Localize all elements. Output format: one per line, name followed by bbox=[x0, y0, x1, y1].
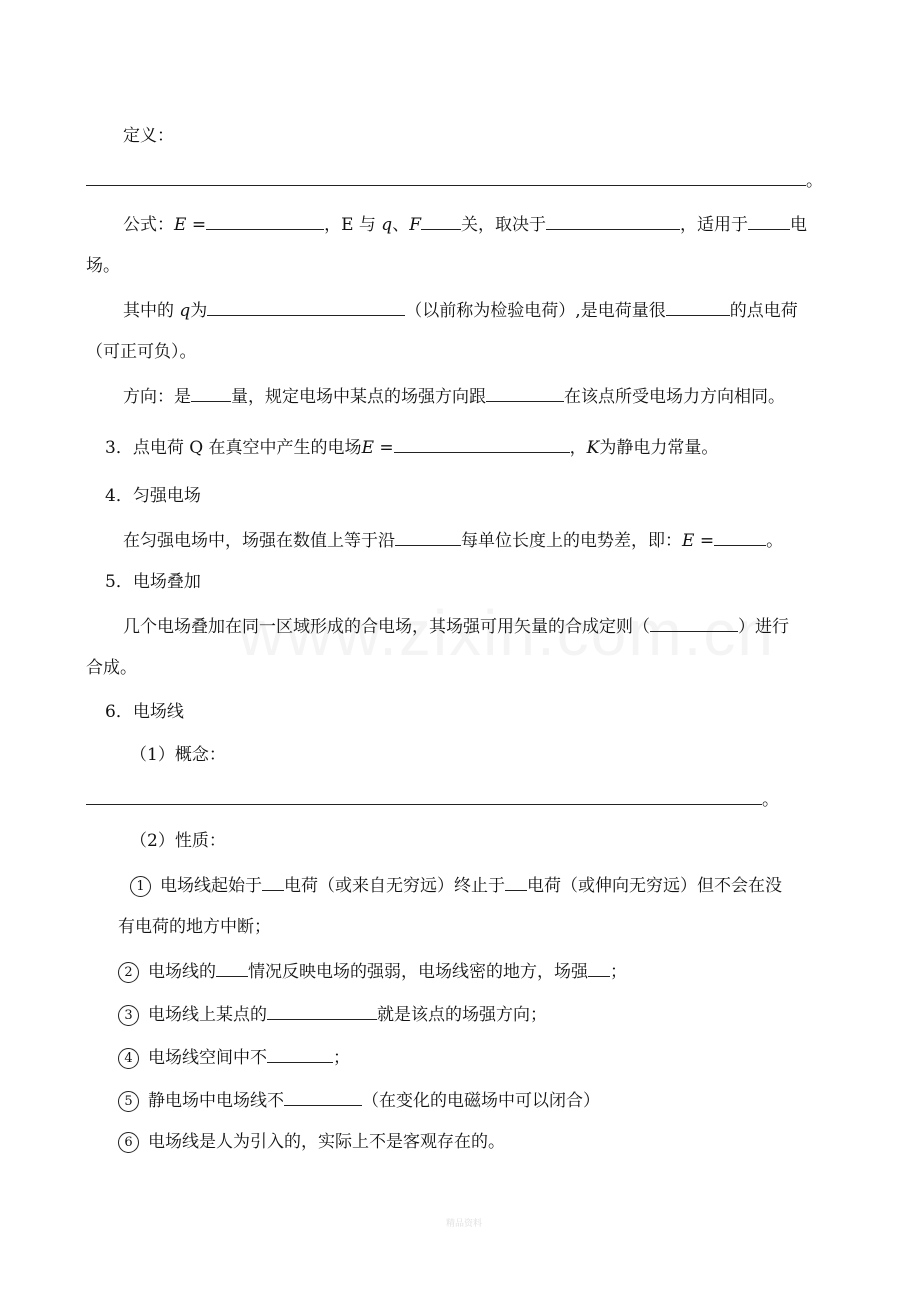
answer-blank[interactable] bbox=[191, 384, 231, 402]
formula-continuation: 场。 bbox=[86, 256, 120, 276]
test-charge-continuation: （可正可负）。 bbox=[86, 342, 197, 362]
answer-blank[interactable] bbox=[546, 212, 680, 230]
property-item-1-continuation: 有电荷的地方中断； bbox=[118, 917, 271, 937]
answer-blank[interactable] bbox=[216, 959, 248, 977]
footer-text: 精品资料 bbox=[446, 1218, 483, 1228]
circled-number: 1 bbox=[130, 876, 151, 897]
item-5-continuation: 合成。 bbox=[86, 658, 137, 678]
circled-number: 5 bbox=[118, 1091, 139, 1112]
answer-blank[interactable] bbox=[86, 168, 806, 186]
item-4-title: 4．匀强电场 bbox=[105, 486, 201, 506]
item-5-title: 5．电场叠加 bbox=[105, 572, 201, 592]
property-item-3: 3 电场线上某点的 就是该点的场强方向； bbox=[118, 1002, 547, 1026]
formula-line: 公式：E = ，E 与 q、F 关，取决于 ，适用于 电 bbox=[123, 212, 807, 236]
answer-blank[interactable] bbox=[262, 873, 284, 891]
item-3-line: 3．点电荷 Q 在真空中产生的电场E = ，K为静电力常量。 bbox=[105, 435, 718, 459]
concept-label: （1）概念： bbox=[130, 745, 226, 765]
answer-blank[interactable] bbox=[486, 384, 564, 402]
answer-blank[interactable] bbox=[395, 528, 461, 546]
answer-blank[interactable] bbox=[207, 298, 405, 316]
answer-blank[interactable] bbox=[505, 873, 527, 891]
answer-blank[interactable] bbox=[267, 1002, 377, 1020]
circled-number: 3 bbox=[118, 1005, 139, 1026]
circled-number: 6 bbox=[118, 1132, 139, 1153]
property-item-6: 6 电场线是人为引入的，实际上不是客观存在的。 bbox=[118, 1131, 505, 1153]
property-item-4: 4 电场线空间中不 ； bbox=[118, 1045, 350, 1069]
answer-blank[interactable] bbox=[748, 212, 790, 230]
property-item-2: 2 电场线的 情况反映电场的强弱，电场线密的地方，场强 ； bbox=[118, 959, 627, 983]
answer-blank[interactable] bbox=[284, 1088, 362, 1106]
property-label: （2）性质： bbox=[130, 831, 226, 851]
answer-blank[interactable] bbox=[666, 298, 730, 316]
answer-blank[interactable] bbox=[206, 212, 324, 230]
answer-blank[interactable] bbox=[714, 528, 766, 546]
property-item-1: 1 电场线起始于 电荷（或来自无穷远）终止于 电荷（或伸向无穷远）但不会在没 bbox=[130, 873, 782, 897]
item-4-line: 在匀强电场中，场强在数值上等于沿 每单位长度上的电势差，即：E = 。 bbox=[123, 528, 783, 552]
direction-line: 方向：是 量，规定电场中某点的场强方向跟 在该点所受电场力方向相同。 bbox=[123, 384, 785, 408]
definition-label: 定义： bbox=[123, 126, 174, 146]
circled-number: 2 bbox=[118, 962, 139, 983]
answer-blank[interactable] bbox=[394, 435, 570, 453]
answer-blank[interactable] bbox=[650, 614, 738, 632]
item-6-title: 6．电场线 bbox=[105, 702, 184, 722]
answer-blank[interactable] bbox=[267, 1045, 333, 1063]
definition-blank-line: 。 bbox=[86, 168, 823, 192]
circled-number: 4 bbox=[118, 1048, 139, 1069]
answer-blank[interactable] bbox=[86, 787, 762, 805]
test-charge-line: 其中的 q为 （以前称为检验电荷）,是电荷量很 的点电荷 bbox=[123, 298, 798, 322]
answer-blank[interactable] bbox=[421, 212, 461, 230]
answer-blank[interactable] bbox=[588, 959, 610, 977]
property-item-5: 5 静电场中电场线不 （在变化的电磁场中可以闭合） bbox=[118, 1088, 600, 1112]
item-5-line: 几个电场叠加在同一区域形成的合电场，其场强可用矢量的合成定则（ ）进行 bbox=[123, 614, 789, 638]
concept-blank-line: 。 bbox=[86, 787, 779, 811]
